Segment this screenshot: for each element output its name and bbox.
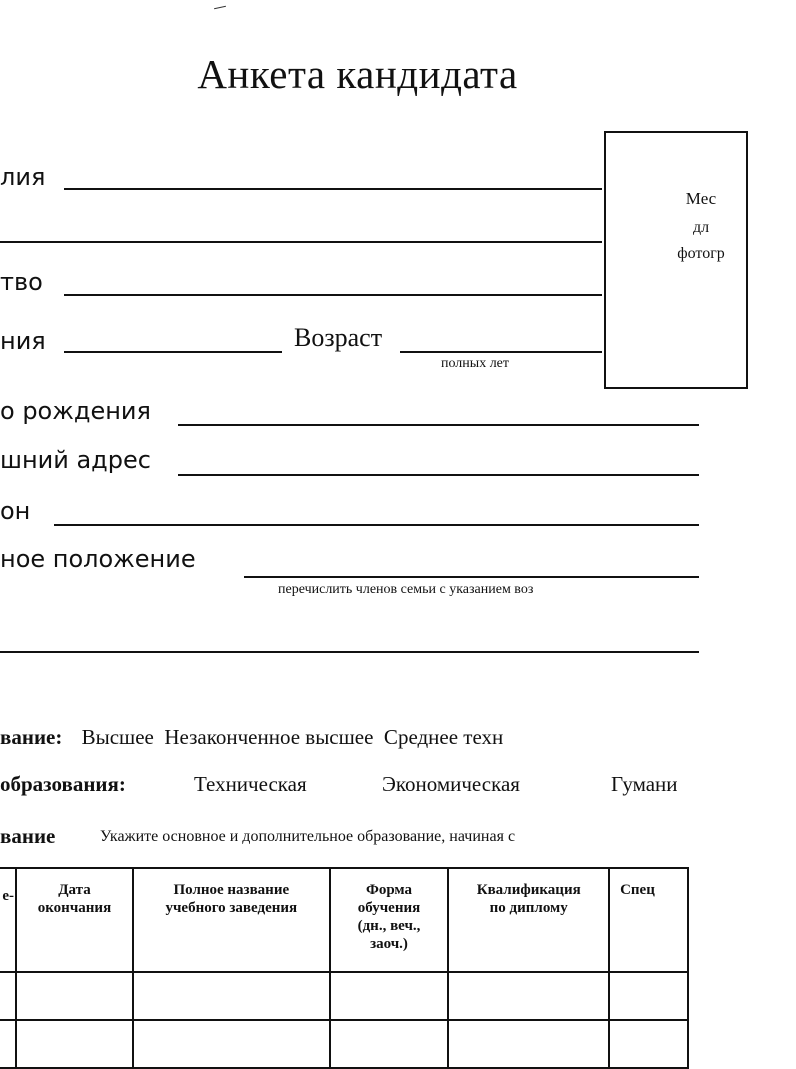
birth-date-field[interactable] — [64, 351, 282, 353]
photo-label-line1: Мес — [685, 189, 717, 208]
name-field[interactable] — [0, 241, 602, 243]
table-cell[interactable] — [133, 1020, 330, 1068]
education-history-hint: Укажите основное и дополнительное образование, начиная с — [100, 828, 516, 845]
table-cell[interactable] — [448, 972, 609, 1020]
table-row — [0, 972, 688, 1020]
education-table — [0, 867, 689, 1069]
photo-label-line3: фотогр — [677, 245, 725, 262]
scan-mark — [214, 6, 226, 9]
table-cell[interactable] — [330, 1020, 449, 1068]
education-history-label: вание — [0, 824, 56, 848]
table-cell[interactable] — [133, 972, 330, 1020]
table-cell[interactable] — [330, 972, 449, 1020]
home-address-field[interactable] — [178, 474, 699, 476]
header-cell-start: е- — [0, 868, 16, 972]
table-cell[interactable] — [0, 1020, 16, 1068]
header-cell-study-form: Форма обучения (дн., веч., заоч.) — [330, 868, 449, 972]
birthplace-field[interactable] — [178, 424, 699, 426]
table-cell[interactable] — [16, 972, 133, 1020]
citizenship-field[interactable] — [64, 294, 602, 296]
table-cell[interactable] — [448, 1020, 609, 1068]
age-label: Возраст — [294, 323, 383, 352]
surname-label: лия — [0, 163, 46, 191]
age-field[interactable] — [400, 351, 602, 353]
family-extra-field[interactable] — [0, 651, 699, 653]
education-level-row — [0, 725, 503, 750]
header-cell-end-date: Дата окончания — [16, 868, 133, 972]
education-field-label: образования: — [0, 772, 126, 796]
page-title: Анкета кандидата — [197, 51, 518, 97]
age-hint: полных лет — [441, 356, 510, 371]
education-level-options[interactable]: Высшее Незаконченное высшее Среднее техн — [81, 725, 504, 749]
header-cell-institution: Полное название учебного заведения — [133, 868, 330, 972]
education-level-label: вание: — [0, 725, 63, 749]
photo-label-line2: дл — [692, 219, 710, 236]
education-option-economic[interactable]: Экономическая — [382, 772, 520, 796]
table-cell[interactable] — [609, 1020, 688, 1068]
birth-date-label: ния — [0, 327, 46, 355]
table-header-row — [0, 868, 688, 972]
table-cell[interactable] — [16, 1020, 133, 1068]
surname-field[interactable] — [64, 188, 602, 190]
citizenship-label: тво — [0, 268, 43, 296]
photo-placeholder — [604, 131, 748, 389]
education-option-humanities[interactable]: Гумани — [611, 772, 678, 796]
family-status-field[interactable] — [244, 576, 699, 578]
header-cell-qualification: Квалификация по диплому — [448, 868, 609, 972]
table-row — [0, 1020, 688, 1068]
family-status-hint: перечислить членов семьи с указанием воз — [278, 582, 534, 597]
home-address-label: шний адрес — [0, 446, 151, 474]
birthplace-label: о рождения — [0, 397, 151, 425]
header-cell-specialty: Спец — [609, 868, 688, 972]
phone-label: он — [0, 497, 31, 525]
table-cell[interactable] — [609, 972, 688, 1020]
family-status-label: ное положение — [0, 545, 196, 573]
table-cell[interactable] — [0, 972, 16, 1020]
education-option-technical[interactable]: Техническая — [194, 772, 307, 796]
phone-field[interactable] — [54, 524, 699, 526]
